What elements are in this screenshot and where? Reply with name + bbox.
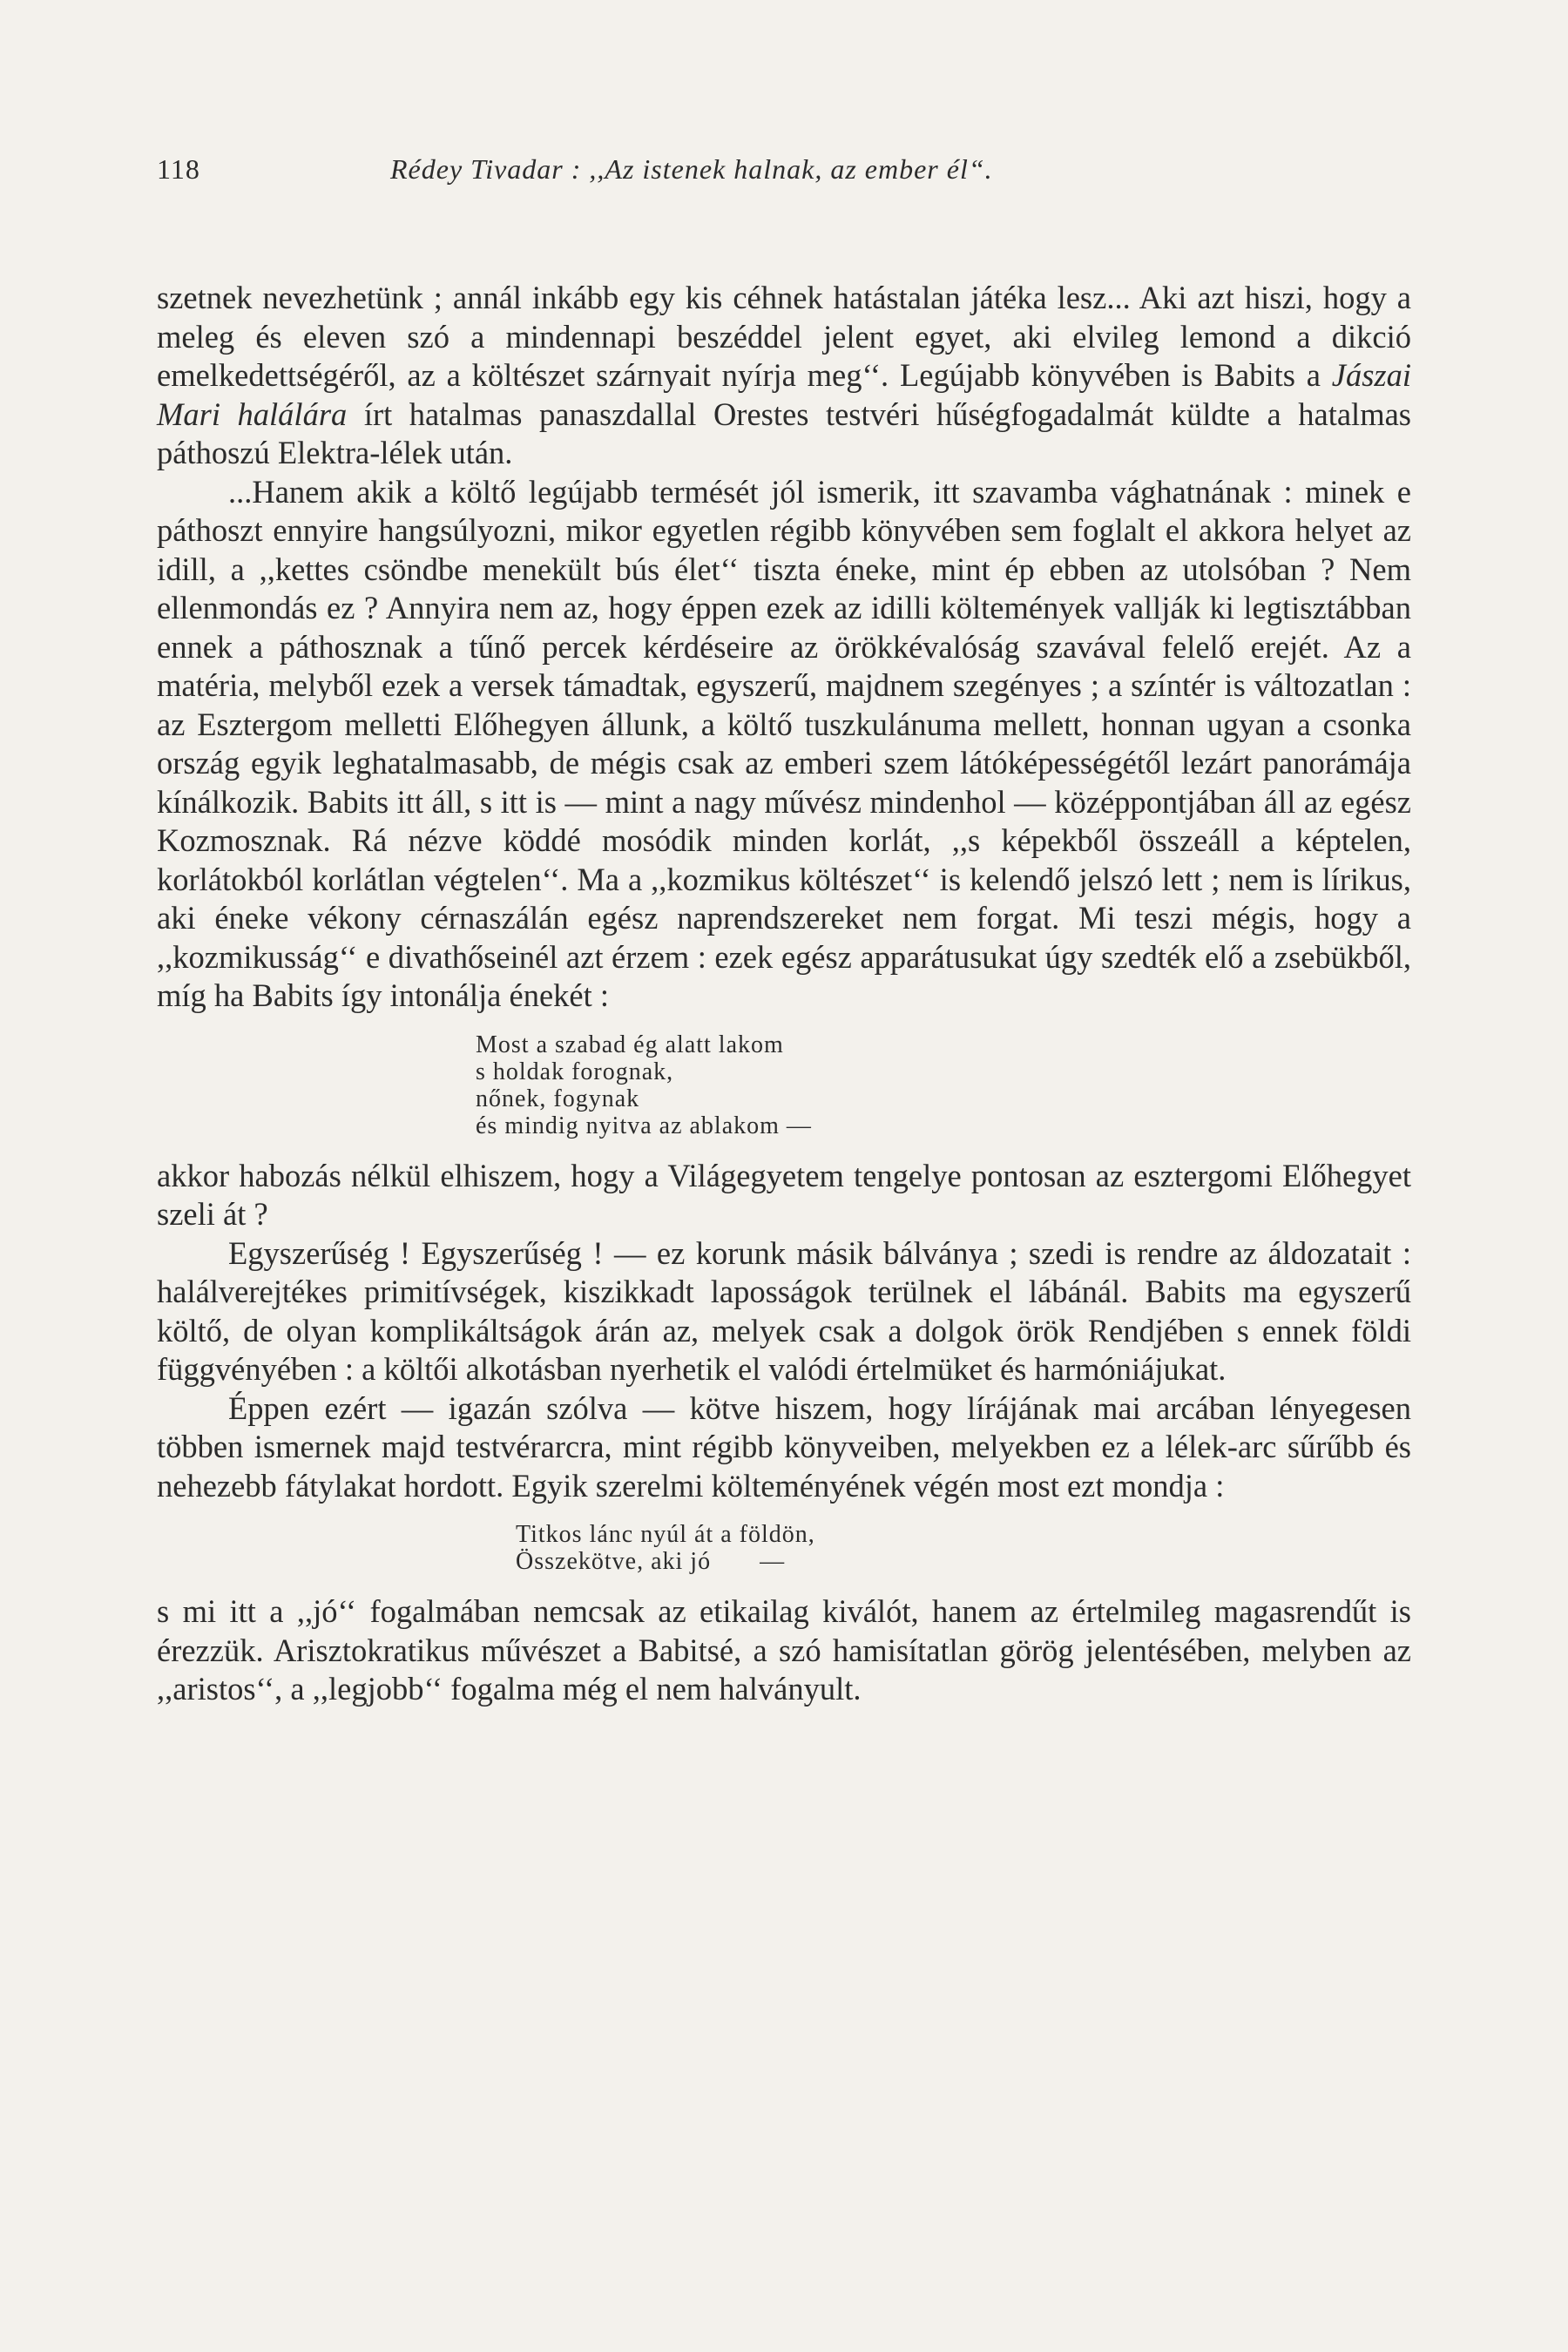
- paragraph-2: ...Hanem akik a költő legújabb termését jól ismerik, itt szavamba vághatnának : minek e páthoszt ennyire hangsúlyozni, mikor egyetlen régibb könyvében sem foglalt el akkora helyet az idill, a ,,kettes csöndbe menekült bús élet‘‘ tiszta éneke, mint ép ebben az utolsóban ? Nem ellenmondás ez ? Annyira nem az, hogy éppen ezek az idilli költemények vallják ki legtisztábban ennek a páthosznak a tűnő percek kérdéseire az örökkévalóság szavával felelő erejét. Az a matéria, melyből ezek a versek támadtak, egyszerű, majdnem szegényes ; a színtér is változatlan : az Esztergom melletti Előhegyen állunk, a költő tuszkulánuma mellett, honnan ugyan a csonka ország egyik leghatalmasabb, de mégis csak az emberi szem látóképességétől lezárt panorámája kínálkozik. Babits itt áll, s itt is — mint a nagy művész mindenhol — középpontjában áll az egész Kozmosznak. Rá nézve köddé mosódik minden korlát, ,,s képekből összeáll a képtelen, korlátokból korlátlan végtelen‘‘. Ma a ,,kozmikus költészet‘‘ is kelendő jelszó lett ; nem is lírikus, aki éneke vékony cérnaszálán egész naprendszereket nem forgat. Mi teszi mégis, hogy a ,,kozmikusság‘‘ e divathőseinél azt érzem : ezek egész apparátusukat úgy szedték elő a zsebükből, míg ha Babits így intonálja énekét :: [157, 473, 1411, 1013]
- poem-line: Összekötve, aki jó —: [516, 1548, 786, 1575]
- running-head: [157, 153, 1411, 197]
- paragraph-4: Egyszerűség ! Egyszerűség ! — ez korunk másik bálványa ; szedi is rendre az áldozatait : halálverejtékes primitívségek, kiszikkadt laposságok terülnek el lábánál. Babits ma egyszerű költő, de olyan komplikáltságok árán az, melyek csak a dolgok örök Rendjében s ennek földi függvényében : a költői alkotásban nyerhetik el valódi értelmüket és harmóniájukat.: [157, 1234, 1411, 1387]
- paragraph-1-text-b: írt hatalmas panaszdallal Orestes testvéri hűségfogadalmát küldte a hatalmas páthoszú Elektra-lélek után.: [157, 395, 1411, 470]
- poem-quote-1: [157, 1031, 1411, 1139]
- poem-line: nőnek, fogynak: [476, 1085, 640, 1112]
- paragraph-3: akkor habozás nélkül elhiszem, hogy a Világegyetem tengelye pontosan az esztergomi Előhegyet szeli át ?: [157, 1157, 1411, 1232]
- poem-line: és mindig nyitva az ablakom —: [476, 1112, 812, 1139]
- running-title: Rédey Tivadar : ,,Az istenek halnak, az ember él“.: [390, 153, 993, 185]
- book-page: [157, 0, 1411, 2352]
- paragraph-1-italic-title: Jászai Mari halálára: [157, 357, 1411, 432]
- poem-line: s holdak forognak,: [476, 1058, 674, 1085]
- paragraph-5: Éppen ezért — igazán szólva — kötve hiszem, hogy lírájának mai arcában lényegesen többen ismernek majd testvérarcra, mint régibb könyveiben, melyekben ez a lélek-arc sűrűbb és nehezebb fátylakat hordott. Egyik szerelmi költeményének végén most ezt mondja :: [157, 1389, 1411, 1504]
- body-text: [157, 279, 1411, 1709]
- poem-line: Most a szabad ég alatt lakom: [476, 1031, 784, 1058]
- page-number: 118: [157, 153, 200, 185]
- poem-quote-2: [157, 1521, 1411, 1575]
- poem-line: Titkos lánc nyúl át a földön,: [516, 1521, 815, 1548]
- paragraph-1-text-a: szetnek nevezhetünk ; annál inkább egy kis céhnek hatástalan játéka lesz... Aki azt hiszi, hogy a meleg és eleven szó a mindennapi beszéddel jelent egyet, aki elvileg lemond a dikció emelkedettségéről, az a költészet szárnyait nyírja meg‘‘. Legújabb könyvében is Babits a: [157, 280, 1411, 393]
- paragraph-6: s mi itt a ,,jó‘‘ fogalmában nemcsak az etikailag kiválót, hanem az értelmileg magasrendűt is érezzük. Arisztokratikus művészet a Babitsé, a szó hamisítatlan görög jelentésében, melyben az ,,aristos‘‘, a ,,legjobb‘‘ fogalma még el nem halványult.: [157, 1593, 1411, 1707]
- paragraph-1: [157, 279, 1411, 473]
